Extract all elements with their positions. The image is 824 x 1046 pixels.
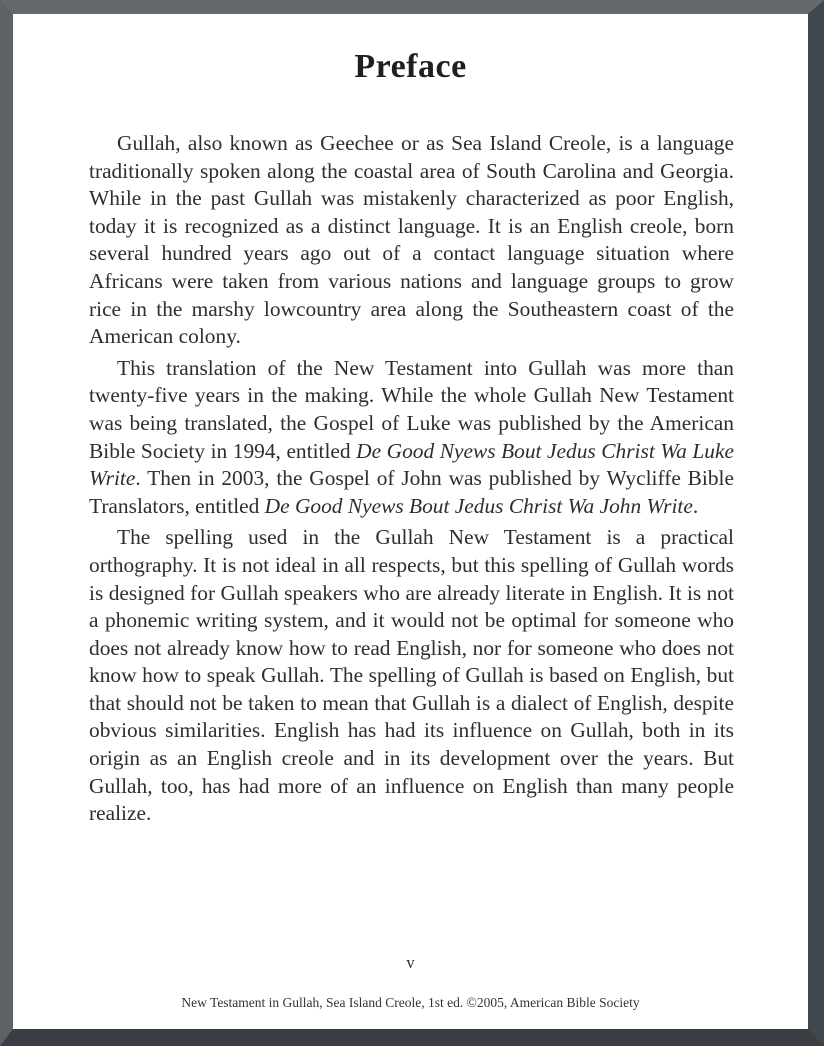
footer-credit: New Testament in Gullah, Sea Island Creole, 1st ed. ©2005, American Bible Society — [181, 995, 640, 1010]
page-title: Preface — [354, 48, 467, 85]
text-run: . Then in 2003, the Gospel of John was published by Wycliffe Bible Translators, entitled — [89, 466, 734, 518]
text-run: This translation of the New Testament into Gullah was more than twenty-five years in the making. While the whole Gullah New Testament was being translated, the Gospel of Luke was published by the American Bible Society in 1994, entitled — [89, 355, 734, 463]
text-run: The spelling used in the Gullah New Testament is a practical orthography. It is not ideal in all respects, but this spelling of Gullah words is designed for Gullah speakers who are already literate in English. It is not a phonemic writing system, and it would not be optimal for someone who does not already know how to read English, nor for someone who does not know how to speak Gullah. The spelling of Gullah is based on English, but that should not be taken to mean that Gullah is a dialect of English, despite obvious similarities. English has had its influence on Gullah, both in its origin as an English creole and in its development over the years. But Gullah, too, has had more of an influence on English than many people realize. — [89, 525, 734, 826]
text-run: . — [692, 493, 699, 518]
page-number: v — [406, 953, 415, 972]
book-title-italic: De Good Nyews Bout Jedus Christ Wa Luke Write — [89, 438, 734, 491]
body-paragraphs — [89, 130, 734, 828]
paragraph — [89, 130, 734, 351]
paragraph — [89, 355, 734, 521]
paragraph — [89, 524, 734, 828]
text-run: Gullah, also known as Geechee or as Sea Island Creole, is a language traditionally spoken along the coastal area of South Carolina and Georgia. While in the past Gullah was mistakenly characterized as poor English, today it is recognized as a distinct language. It is an English creole, born several hundred years ago out of a contact language situation where Africans were taken from various nations and language groups to grow rice in the marshy lowcountry area along the Southeastern coast of the American colony. — [89, 131, 734, 349]
document-page — [13, 14, 808, 1029]
book-title-italic: De Good Nyews Bout Jedus Christ Wa John Write — [264, 493, 693, 518]
